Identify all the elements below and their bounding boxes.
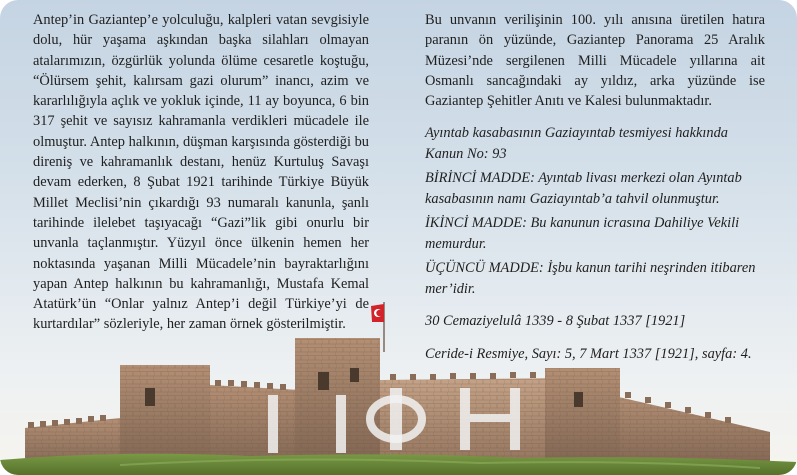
left-text-column	[33, 10, 369, 335]
law-article-3: ÜÇÜNCÜ MADDE: İşbu kanun tarihi neşrinden itibaren mer’idir.	[425, 260, 756, 297]
history-paragraph: Antep’in Gaziantep’e yolculuğu, kalpleri vatan sevgisiyle dolu, hür yaşama aşkından başka silahları olmayan atalarımızın, özgürlük yolunda ölüme cesaretle koştuğu, “Ölürsem şehit, kalırsam gazi olurum” inancı, azim ve kararlılığıyla açlık ve yokluk içinde, 11 ay boyunca, 6 bin 317 şehit ve sayısız kahramanla verdikleri mücadele ile olmuştur. Antep halkının, düşman karşısında gösterdiği bu direniş ve kahramanlık destanı, henüz Kurtuluş Savaşı devam ederken, 8 Şubat 1921 tarihinde Türkiye Büyük Millet Meclisi’nin çıkardığı 93 numaralı kanunla, şanlı tarihinde ilelebet taşıyacağı “Gazi”lik gibi onurlu bir unvanla taçlanmıştır. Yüzyıl önce ülkenin hemen her noktasında yaşanan Milli Mücadele’nin bayraktarlığını yapan Antep halkının bu kahramanlığı, Mustafa Kemal Atatürk’ün “Onlar yalnız Antep’i değil Türkiye’yi de kurtardılar” sözleriyle, her zaman örnek gösterilmiştir.	[33, 12, 369, 333]
law-date: 30 Cemaziyelulâ 1339 - 8 Şubat 1337 [1921]	[425, 313, 686, 330]
castle-illustration	[0, 300, 797, 475]
law-article-1: BİRİNCİ MADDE: Ayıntab livası merkezi olan Ayıntab kasabasının namı Gaziayıntab’a tahvil olunmuştur.	[425, 170, 742, 207]
law-title: Ayıntab kasabasının Gaziayıntab tesmiyesi hakkında Kanun No: 93	[425, 125, 728, 162]
law-article-2: İKİNCİ MADDE: Bu kanunun icrasına Dahiliye Vekili memurdur.	[425, 215, 740, 252]
coin-description: Bu unvanın verilişinin 100. yılı anısına üretilen hatıra paranın ön yüzünde, Gaziantep Panorama 25 Aralık Müzesi’nde sergilenen Milli Mücadele yıllarına ait Osmanlı sancağındaki ay yıldız, arka yüzünde ise Gaziantep Şehitler Anıtı ve Kalesi bulunmaktadır.	[425, 12, 765, 110]
law-source: Ceride-i Resmiye, Sayı: 5, 7 Mart 1337 [1921], sayfa: 4.	[425, 345, 752, 362]
